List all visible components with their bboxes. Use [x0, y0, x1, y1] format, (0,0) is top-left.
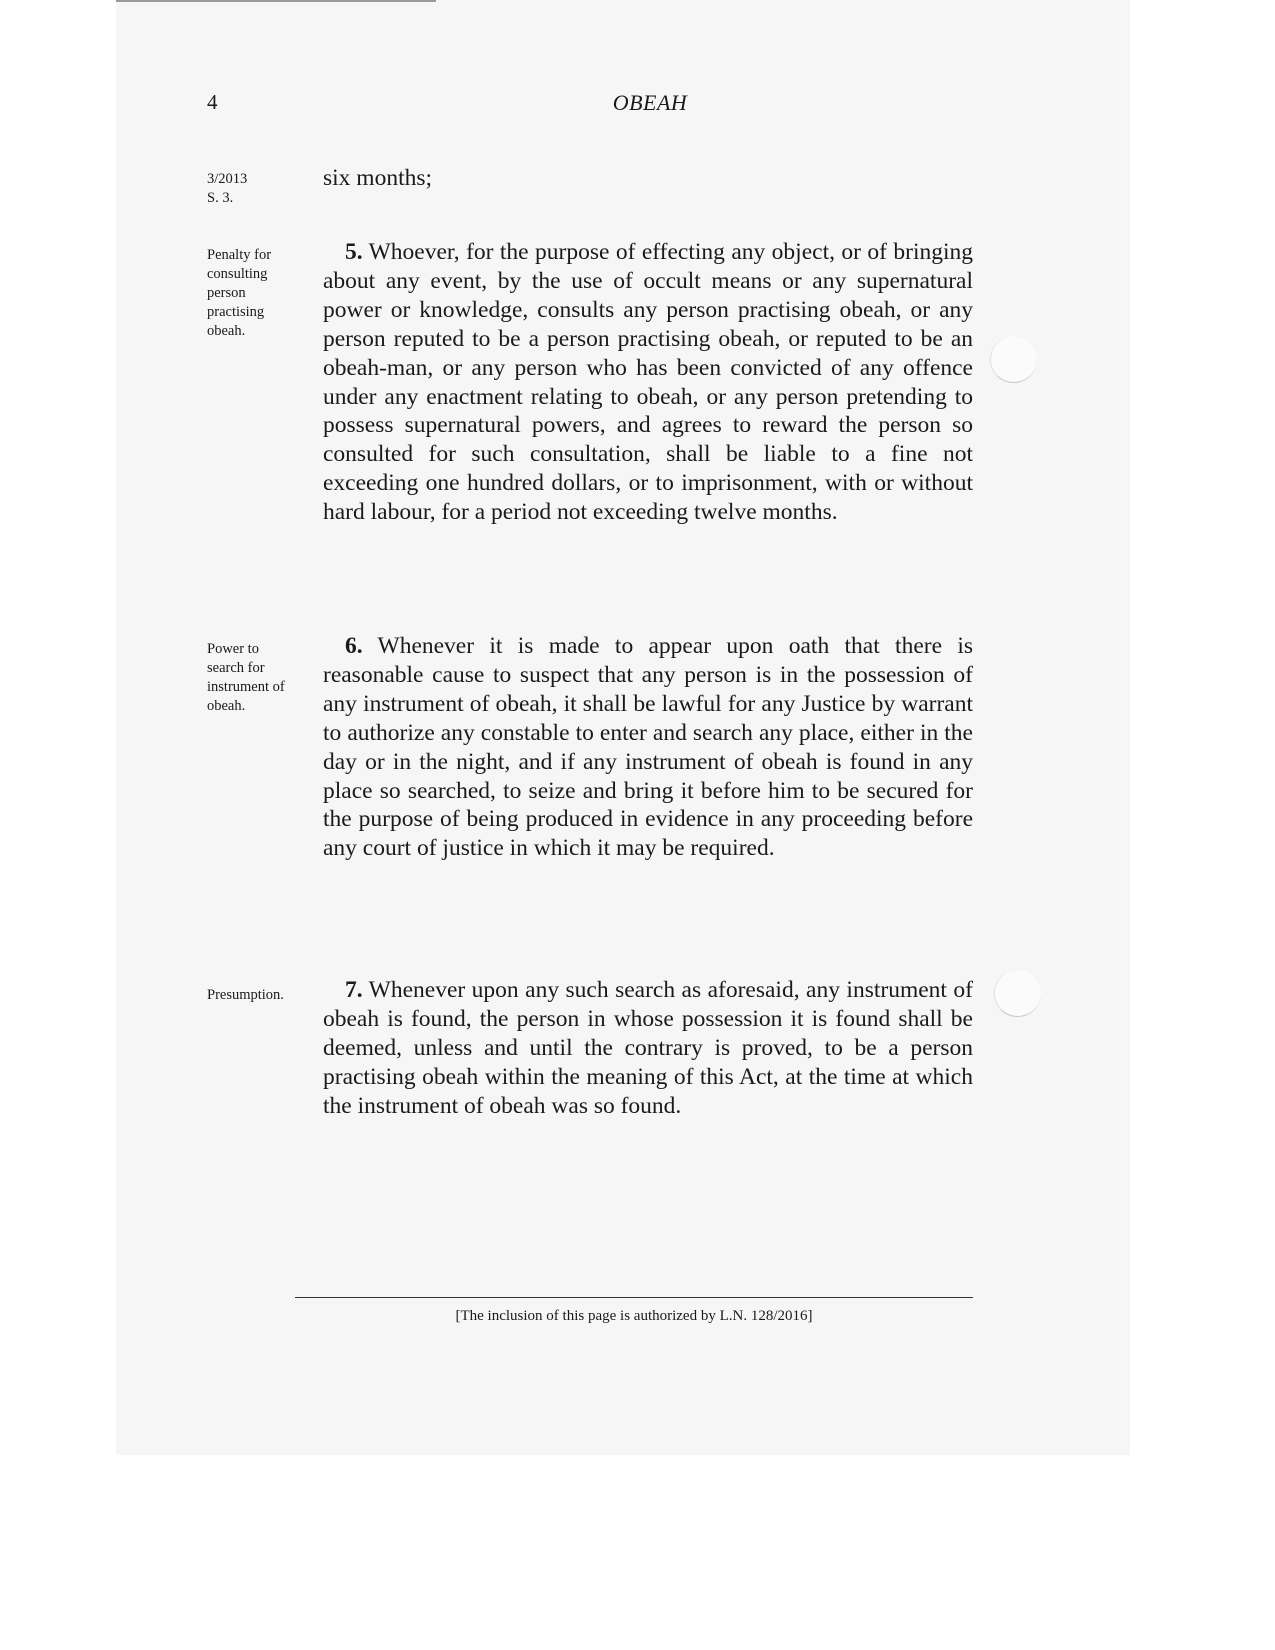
section-5-text: Whoever, for the purpose of effecting any object, or of bringing about any event, by the use of occult means or any supernatural power or knowledge, consults any person practising obeah, or any person reputed to be a person practising obeah, or reputed to be an obeah-man, or any person who has been convicted of any offence under any enactment relating to obeah, or any person pretending to possess supernatural powers, and agrees to reward the person so consulted for such consultation, shall be liable to a fine not exceeding one hundred dollars, or to imprisonment, with or without hard labour, for a period not exceeding twelve months. [323, 239, 973, 526]
amendment-note-line2: S. 3. [207, 190, 234, 206]
running-head: OBEAH [612, 90, 688, 115]
section-5 [323, 238, 973, 527]
punch-hole-top [990, 336, 1037, 383]
scan-edge-line [116, 0, 436, 2]
footer-authorization-note: [The inclusion of this page is authorized by L.N. 128/2016] [455, 1308, 813, 1324]
section-5-number: 5. [345, 239, 363, 265]
amendment-note [207, 170, 297, 208]
margin-note-section-5: Penalty for consulting person practising obeah. [207, 247, 272, 339]
margin-note-section-6: Power to search for instrument of obeah. [207, 641, 285, 714]
amendment-note-line1: 3/2013 [207, 171, 248, 187]
section-7-text: Whenever upon any such search as aforesaid, any instrument of obeah is found, the person in whose possession it is found shall be deemed, unless and until the contrary is proved, to be a person practising obeah within the meaning of this Act, at the time at which the instrument of obeah was so found. [323, 977, 973, 1119]
section-7-number: 7. [345, 977, 363, 1003]
section-6 [323, 632, 973, 863]
section-6-number: 6. [345, 633, 363, 659]
section-6-text: Whenever it is made to appear upon oath that there is reasonable cause to suspect that any person is in the possession of any instrument of obeah, it shall be lawful for any Justice by warrant to authorize any constable to enter and search any place, either in the day or in the night, and if any instrument of obeah is found in any place so searched, to seize and bring it before him to be secured for the purpose of being produced in evidence in any proceeding before any court of justice in which it may be required. [323, 633, 974, 862]
margin-note-section-7: Presumption. [207, 987, 284, 1003]
footer-rule [295, 1297, 973, 1298]
continuation-text: six months; [323, 165, 433, 191]
section-7 [323, 976, 973, 1121]
punch-hole-bottom [994, 970, 1041, 1017]
page-number: 4 [207, 90, 218, 114]
